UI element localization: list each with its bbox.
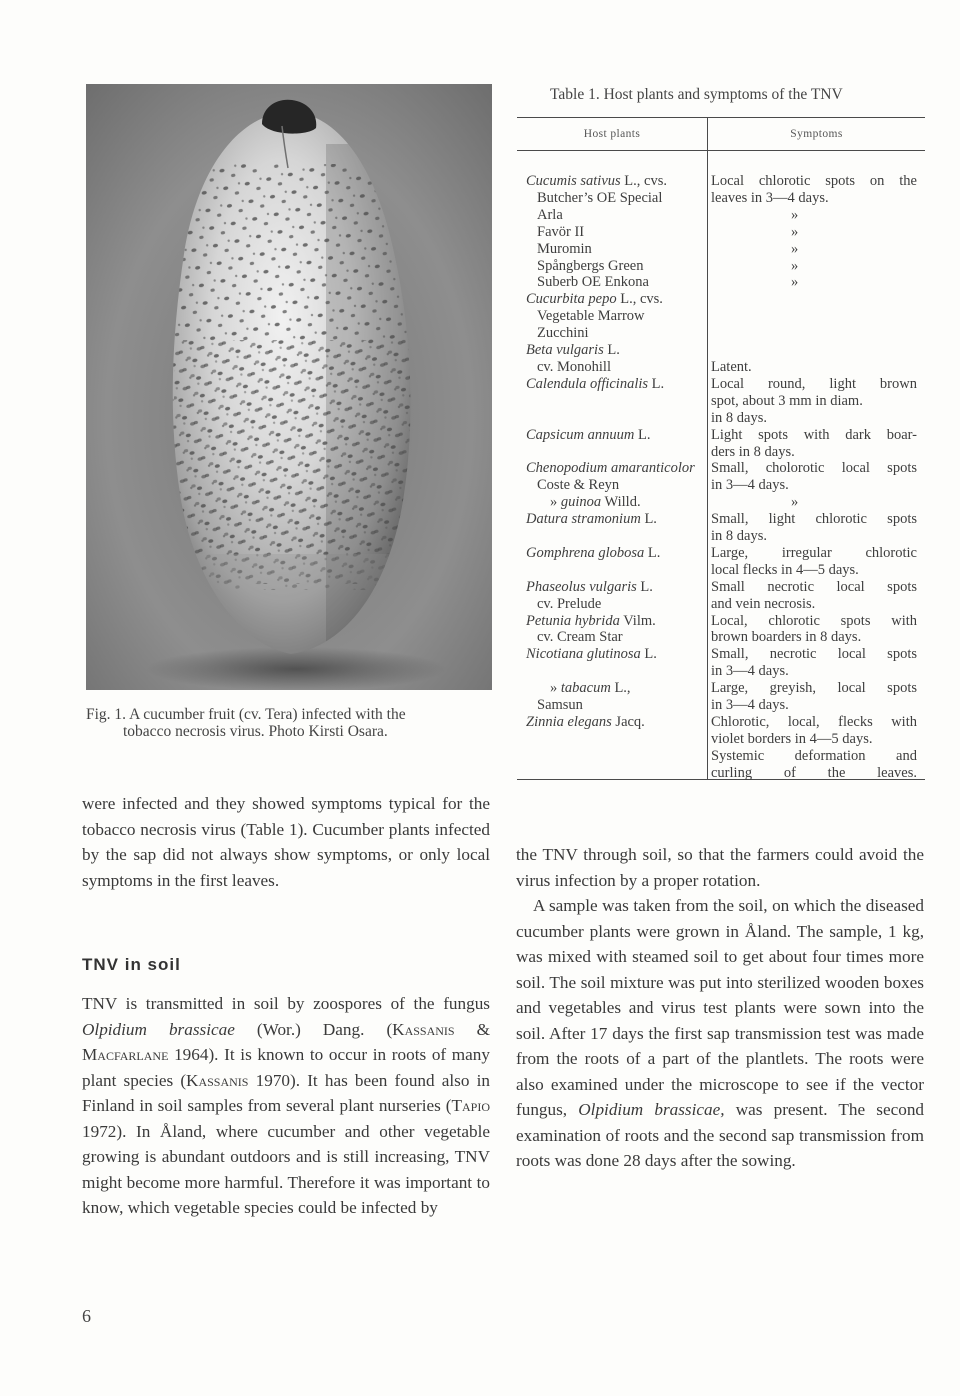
symptom-line: Large, irregular chlorotic: [711, 544, 917, 561]
host-plant-line: [526, 393, 706, 410]
host-plant-line: Muromin: [537, 240, 592, 257]
symptom-line: [711, 291, 917, 308]
host-plant-line: cv. Cream Star: [537, 629, 623, 646]
host-plant-line: Nicotiana glutinosa L.: [526, 646, 657, 663]
host-plant-line: Chenopodium amaranticolor: [526, 460, 695, 477]
symptom-line: in 8 days.: [711, 409, 767, 426]
symptoms-column: [711, 173, 917, 782]
table-header-symptoms: Symptoms: [790, 128, 843, 140]
figure-caption-line2: tobacco necrosis virus. Photo Kirsti Osara.: [123, 723, 388, 740]
symptom-line: in 3—4 days.: [711, 663, 789, 680]
host-plant-line: Butcher’s OE Special: [537, 189, 663, 206]
host-plant-line: Arla: [537, 206, 563, 223]
symptom-line: Small, necrotic local spots: [711, 646, 917, 663]
symptom-line: Local round, light brown: [711, 375, 917, 392]
symptom-line: Chlorotic, local, flecks with: [711, 714, 917, 730]
figure-caption-line1: Fig. 1. A cucumber fruit (cv. Tera) infected with the: [86, 706, 406, 723]
section-heading: TNV in soil: [82, 955, 181, 974]
symptom-line: Latent.: [711, 358, 752, 375]
host-plant-line: Phaseolus vulgaris L.: [526, 578, 653, 595]
figure-caption: [86, 706, 496, 740]
cucumber-photo: [86, 84, 492, 690]
host-plant-line: Zucchini: [537, 325, 589, 342]
symptom-line: Local, chlorotic spots with: [711, 612, 917, 629]
table-header-host-plants: Host plants: [583, 128, 641, 140]
symptom-line: violet borders in 4—5 days.: [711, 730, 873, 747]
symptom-line: Systemic deformation and: [711, 747, 917, 764]
host-plant-line: [526, 528, 706, 545]
symptom-line: in 8 days.: [711, 528, 767, 545]
host-plant-line: Cucurbita pepo L., cvs.: [526, 291, 663, 308]
host-plant-line: Cucumis sativus L., cvs.: [526, 173, 667, 189]
paragraph: A sample was taken from the soil, on which the diseased cucumber plants were grown in Åland. The sample, 1 kg, was mixed with steamed soil to get about four times more soil. The soil mixture was put into sterilized wooden boxes and vegetables and virus test plants were sown into the soil. After 17 days the first sap transmission test was made from the roots of a part of the plantlets. The roots were also examined under the microscope to see if the vector fungus, Olpidium brassicae, was present. The second examination of roots and the second sap transmission from roots was done 28 days after the sowing.: [516, 896, 925, 1170]
table-column-divider: [707, 118, 708, 779]
host-plant-line: Petunia hybrida Vilm.: [526, 612, 656, 629]
symptom-line: curling of the leaves.: [711, 764, 917, 781]
host-plant-line: Spångbergs Green: [537, 257, 644, 274]
symptom-line: »: [791, 274, 799, 291]
host-plant-line: Zinnia elegans Jacq.: [526, 714, 645, 730]
symptom-line: spot, about 3 mm in diam.: [711, 392, 863, 409]
host-plants-column: [526, 173, 706, 731]
paragraph: the TNV through soil, so that the farmers could avoid the virus infection by a proper rotation.: [516, 845, 924, 890]
symptom-line: Light spots with dark boar-: [711, 426, 917, 443]
host-plants-table: [517, 117, 925, 780]
host-plant-line: cv. Prelude: [537, 595, 602, 612]
symptom-line: Large, greyish, local spots: [711, 680, 917, 697]
host-plant-line: » tabacum L.,: [550, 680, 631, 697]
symptom-line: Small, cholorotic local spots: [711, 460, 917, 477]
symptom-line: ders in 8 days.: [711, 443, 795, 460]
host-plant-line: [526, 410, 706, 427]
paragraph: were infected and they showed symptoms typical for the tobacco necrosis virus (Table 1). Cucumber plants infected by the sap did not always show symptoms, or only local symptoms in the first leaves.: [82, 794, 490, 890]
host-plant-line: Samsun: [537, 697, 583, 714]
host-plant-line: » guinoa Willd.: [550, 494, 641, 511]
symptom-line: Small, light chlorotic spots: [711, 511, 917, 528]
symptom-line: brown boarders in 8 days.: [711, 629, 862, 646]
symptom-line: »: [791, 494, 799, 511]
right-column-text: [516, 842, 924, 1174]
symptom-line: »: [791, 206, 799, 223]
paragraph: TNV is transmitted in soil by zoospores of the fungus Olpidium brassicae (Wor.) Dang. (Kassanis & Macfarlane 1964). It is known to occur in roots of many plant species (Kassanis 1970). It has been found also in Finland in soil samples from several plant nurseries (Tapio 1972). In Åland, where cucumber and other vegetable growing is abundant outdoors and is still increasing, TNV might become more harmful. Therefore it was important to know, which vegetable species could be infected by: [82, 994, 491, 1217]
host-plant-line: Datura stramonium L.: [526, 511, 657, 528]
page-number: 6: [82, 1306, 91, 1326]
symptom-line: [711, 308, 917, 325]
left-column-text-bottom: [82, 991, 490, 1221]
host-plant-line: Calendula officinalis L.: [526, 375, 665, 392]
host-plant-line: Favör II: [537, 223, 585, 240]
symptom-line: »: [791, 257, 799, 274]
symptom-line: and vein necrosis.: [711, 595, 816, 612]
host-plant-line: Beta vulgaris L.: [526, 342, 620, 359]
host-plant-line: [526, 444, 706, 461]
left-column-text-top: [82, 791, 490, 893]
host-plant-line: cv. Monohill: [537, 358, 611, 375]
symptom-line: Small necrotic local spots: [711, 578, 917, 595]
host-plant-line: Gomphrena globosa L.: [526, 544, 661, 561]
symptom-line: leaves in 3—4 days.: [711, 189, 829, 206]
symptom-line: in 3—4 days.: [711, 477, 789, 494]
symptom-line: [711, 342, 917, 359]
symptom-line: [711, 325, 917, 342]
host-plant-line: [526, 562, 706, 579]
host-plant-line: Capsicum annuum L.: [526, 426, 651, 443]
table-caption: Table 1. Host plants and symptoms of the TNV: [550, 86, 843, 103]
host-plant-line: [526, 663, 706, 680]
host-plant-line: Suberb OE Enkona: [537, 274, 649, 291]
host-plant-line: Coste & Reyn: [537, 477, 620, 494]
host-plant-line: Vegetable Marrow: [537, 308, 645, 325]
symptom-line: local flecks in 4—5 days.: [711, 561, 859, 578]
table-header-rule: [517, 150, 925, 151]
symptom-line: in 3—4 days.: [711, 697, 789, 714]
symptom-line: »: [791, 240, 799, 257]
symptom-line: Local chlorotic spots on the: [711, 173, 917, 189]
symptom-line: »: [791, 223, 799, 240]
